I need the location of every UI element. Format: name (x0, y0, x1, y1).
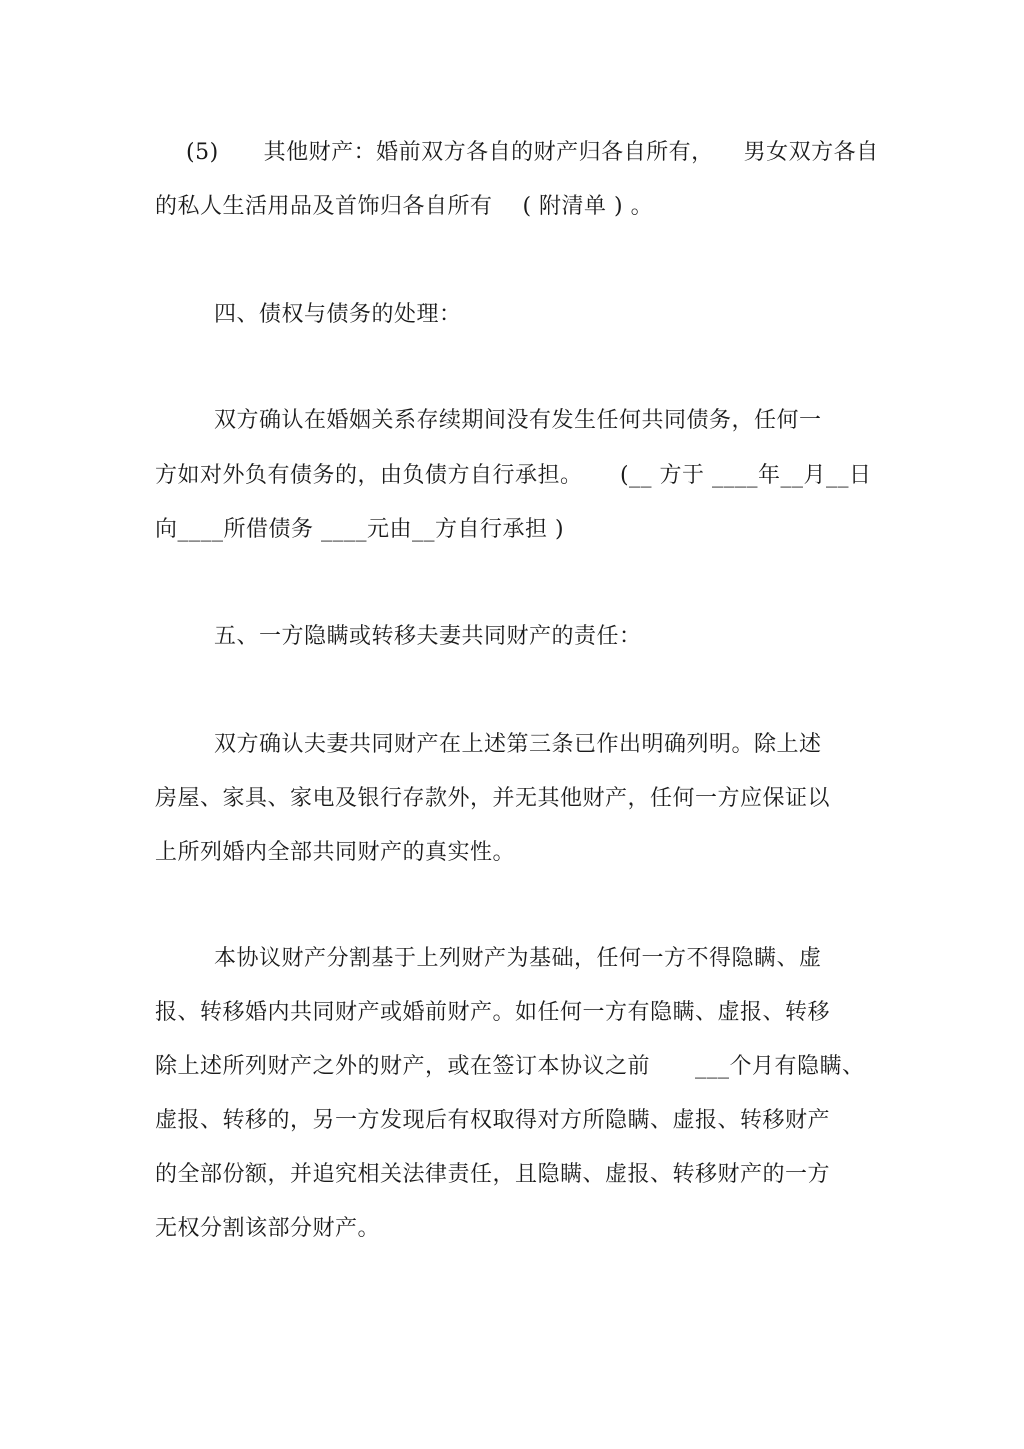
text-line: 无权分割该部分财产。 (155, 1216, 381, 1241)
text-line: 本协议财产分割基于上列财产为基础，任何一方不得隐瞒、虚 (214, 946, 822, 971)
text-line: 的全部份额，并追究相关法律责任，且隐瞒、虚报、转移财产的一方 (155, 1162, 831, 1187)
text-line: 上所列婚内全部共同财产的真实性。 (155, 840, 516, 865)
section-heading-debts: 四、债权与债务的处理： (214, 302, 462, 327)
text-line: 方如对外负有债务的，由负债方自行承担。 (__ 方于 ____年__月__日 (155, 463, 872, 488)
text-line: 双方确认在婚姻关系存续期间没有发生任何共同债务，任何一 (214, 408, 822, 433)
section-heading-concealment: 五、一方隐瞒或转移夫妻共同财产的责任： (214, 624, 642, 649)
text-line: 向____所借债务 ____元由__方自行承担 ) (155, 517, 565, 542)
text-line: 房屋、家具、家电及银行存款外，并无其他财产，任何一方应保证以 (155, 786, 831, 811)
text-line: (5) 其他财产：婚前双方各自的财产归各自所有， 男女双方各自 (186, 140, 879, 165)
text-line: 虚报、转移的，另一方发现后有权取得对方所隐瞒、虚报、转移财产 (155, 1108, 831, 1133)
text-line: 除上述所列财产之外的财产，或在签订本协议之前 ___个月有隐瞒、 (155, 1054, 865, 1079)
text-line: 报、转移婚内共同财产或婚前财产。如任何一方有隐瞒、虚报、转移 (155, 1000, 831, 1025)
text-line: 双方确认夫妻共同财产在上述第三条已作出明确列明。除上述 (214, 732, 822, 757)
text-line: 的私人生活用品及首饰归各自所有 ( 附清单 ) 。 (155, 194, 654, 219)
